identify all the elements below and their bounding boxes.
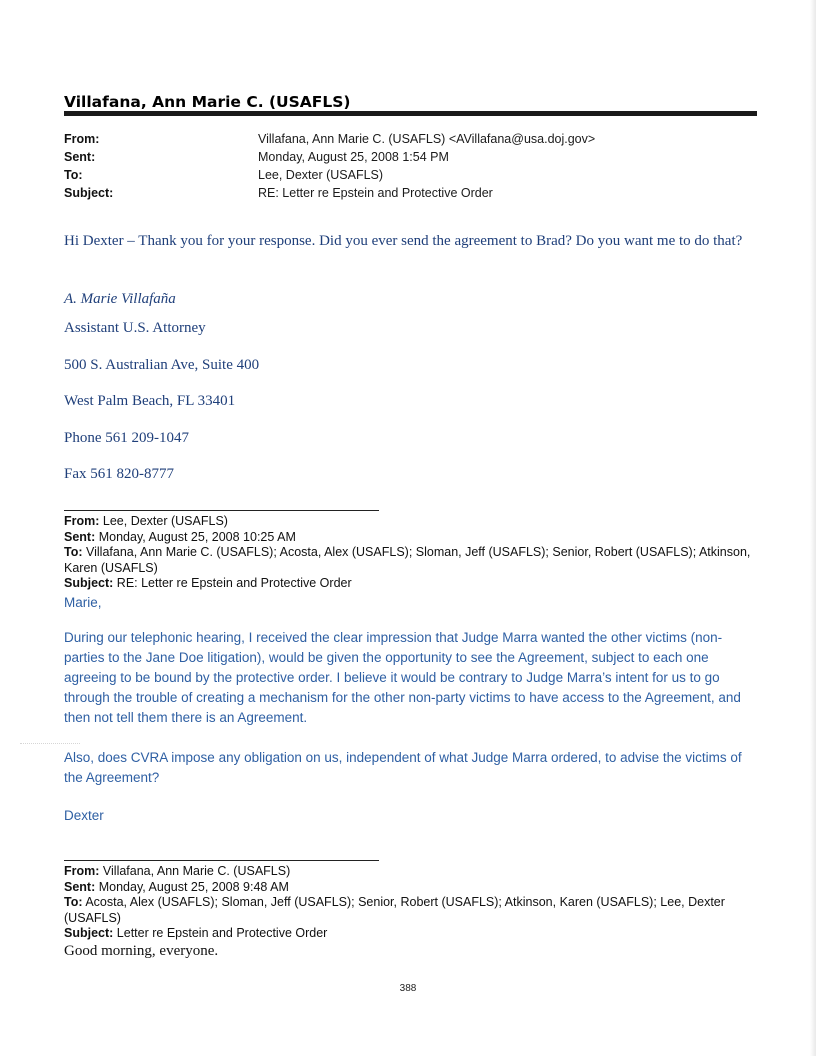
- signature-title: Assistant U.S. Attorney: [64, 320, 206, 336]
- signature-fax: Fax 561 820-8777: [64, 466, 174, 482]
- quoted-label: From:: [64, 514, 100, 528]
- header-value-to: Lee, Dexter (USAFLS): [258, 168, 384, 182]
- header-value-sent: Monday, August 25, 2008 1:54 PM: [258, 150, 449, 164]
- header-label: To:: [64, 168, 83, 182]
- email-header-block: [64, 130, 764, 202]
- quoted-label: Subject:: [64, 926, 114, 940]
- quoted-label: To:: [64, 895, 83, 909]
- quoted-label: Sent:: [64, 879, 96, 894]
- quoted-label: Subject:: [64, 576, 114, 590]
- scan-edge-shadow: [810, 0, 816, 1056]
- quoted-to: Acosta, Alex (USAFLS); Sloman, Jeff (USAFLS); Senior, Robert (USAFLS); Atkinson, Karen (USAFLS); Lee, Dexter (USAFLS): [64, 895, 725, 925]
- reply-greeting: Hi Dexter – Thank you for your response. Did you ever send the agreement to Brad? Do you want me to do that?: [64, 233, 743, 249]
- quoted-from: Lee, Dexter (USAFLS): [102, 514, 228, 528]
- header-row-sent: [64, 148, 764, 166]
- quoted-header-dexter: [64, 514, 754, 592]
- quoted-opening-line: Good morning, everyone.: [64, 943, 219, 959]
- header-label: Sent:: [64, 150, 96, 164]
- quoted-paragraph-1: During our telephonic hearing, I received the clear impression that Judge Marra wanted the other victims (non-parties to the Jane Doe litigation), would be given the opportunity to see the Agreement, subject to each one agreeing to be bound by the protective order. I believe it would be contrary to Judge Marra’s intent for us to go through the trouble of creating a mechanism for the other non-party victims to have access to the Agreement, and then not tell them there is an Agreement.: [64, 630, 741, 725]
- signature-phone: Phone 561 209-1047: [64, 430, 189, 446]
- quoted-message-divider: [64, 510, 379, 511]
- mailbox-owner-heading: Villafana, Ann Marie C. (USAFLS): [64, 93, 351, 111]
- quoted-from: Villafana, Ann Marie C. (USAFLS): [102, 864, 291, 878]
- header-row-from: [64, 130, 764, 148]
- heading-rule: [64, 111, 757, 116]
- signature-address-line2: West Palm Beach, FL 33401: [64, 393, 236, 409]
- quoted-message-divider: [64, 860, 379, 861]
- header-label: From:: [64, 132, 100, 146]
- signature-name: A. Marie Villafaña: [64, 291, 176, 307]
- quoted-subject: RE: Letter re Epstein and Protective Order: [116, 576, 352, 590]
- page-number: 388: [399, 983, 417, 994]
- header-label: Subject:: [64, 186, 114, 200]
- quoted-label: To:: [64, 545, 83, 559]
- quoted-salutation: Marie,: [64, 595, 102, 610]
- quoted-paragraph-2: Also, does CVRA impose any obligation on us, independent of what Judge Marra ordered, to advise the victims of the Agreement?: [64, 750, 742, 785]
- quoted-header-villafana: [64, 864, 754, 942]
- header-value-from: Villafana, Ann Marie C. (USAFLS) <AVillafana@usa.doj.gov>: [258, 132, 596, 146]
- quoted-label: From:: [64, 864, 100, 878]
- quoted-sent: Monday, August 25, 2008 9:48 AM: [98, 879, 289, 894]
- quoted-to: Villafana, Ann Marie C. (USAFLS); Acosta, Alex (USAFLS); Sloman, Jeff (USAFLS); Senior, Robert (USAFLS); Atkinson, Karen (USAFLS): [64, 545, 751, 575]
- header-value-subject: RE: Letter re Epstein and Protective Order: [258, 186, 493, 200]
- quoted-subject: Letter re Epstein and Protective Order: [116, 926, 328, 940]
- quoted-sent: Monday, August 25, 2008 10:25 AM: [98, 529, 296, 544]
- header-row-subject: [64, 184, 764, 202]
- quoted-signoff: Dexter: [64, 808, 104, 823]
- signature-address-line1: 500 S. Australian Ave, Suite 400: [64, 357, 260, 373]
- quoted-label: Sent:: [64, 529, 96, 544]
- header-row-to: [64, 166, 764, 184]
